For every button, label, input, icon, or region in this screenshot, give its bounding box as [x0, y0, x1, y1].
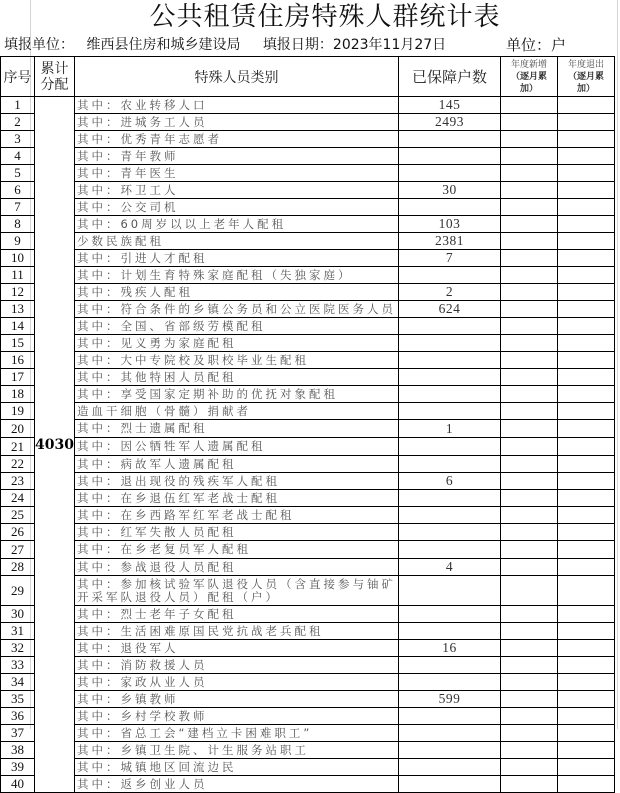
row-annual-new-cell[interactable]	[500, 403, 557, 420]
row-annual-exit-cell[interactable]	[557, 199, 614, 216]
row-seq-cell: 35	[1, 691, 35, 708]
row-category-cell: 其中：见义勇为家庭配租	[74, 335, 398, 352]
row-annual-new-cell[interactable]	[500, 284, 557, 301]
row-seq-cell: 21	[1, 438, 35, 456]
row-annual-new-cell[interactable]	[500, 524, 557, 541]
row-guaranteed-cell[interactable]	[398, 148, 500, 165]
table-row	[1, 420, 615, 438]
table-row	[1, 97, 615, 114]
row-annual-exit-cell[interactable]	[557, 473, 614, 490]
row-category-cell: 其中：计划生育特殊家庭配租（失独家庭）	[74, 267, 398, 284]
row-annual-exit-cell[interactable]	[557, 267, 614, 284]
row-seq-cell: 6	[1, 182, 35, 199]
row-annual-new-cell[interactable]	[500, 725, 557, 742]
header-category: 特殊人员类别	[74, 57, 398, 97]
row-seq-cell: 15	[1, 335, 35, 352]
row-annual-exit-cell[interactable]	[557, 541, 614, 559]
table-row	[1, 335, 615, 352]
row-category-cell: 其中：其他特困人员配租	[74, 369, 398, 386]
header-cumulative-line1: 累计	[40, 60, 69, 77]
row-category-cell: 其中：享受国家定期补助的优抚对象配租	[74, 386, 398, 403]
row-annual-exit-cell[interactable]	[557, 97, 614, 114]
table-row	[1, 559, 615, 576]
row-annual-exit-cell[interactable]	[557, 114, 614, 131]
table-row	[1, 725, 615, 742]
row-guaranteed-cell[interactable]	[398, 657, 500, 674]
row-category-cell: 其中：红军失散人员配租	[74, 524, 398, 541]
date-label: 填报日期：	[262, 37, 333, 53]
row-seq-cell: 26	[1, 524, 35, 541]
row-category-cell: 其中：退出现役的残疾军人配租	[74, 473, 398, 490]
row-annual-exit-cell[interactable]	[557, 369, 614, 386]
cumulative-total-cell: 4030	[35, 97, 75, 793]
row-seq-cell: 34	[1, 674, 35, 691]
row-seq-cell: 1	[1, 97, 35, 114]
row-guaranteed-cell[interactable]	[398, 403, 500, 420]
row-annual-new-cell[interactable]	[500, 759, 557, 776]
row-guaranteed-cell[interactable]: 4	[398, 559, 500, 576]
row-annual-exit-cell[interactable]	[557, 131, 614, 148]
table-row	[1, 524, 615, 541]
row-guaranteed-cell[interactable]: 599	[398, 691, 500, 708]
table-row	[1, 352, 615, 369]
row-seq-cell: 27	[1, 541, 35, 559]
row-annual-exit-cell[interactable]	[557, 606, 614, 623]
report-info	[4, 34, 446, 56]
row-seq-cell: 2	[1, 114, 35, 131]
table-row	[1, 742, 615, 759]
row-annual-new-cell[interactable]	[500, 623, 557, 640]
row-annual-new-cell[interactable]	[500, 335, 557, 352]
row-annual-exit-cell[interactable]	[557, 335, 614, 352]
table-row	[1, 708, 615, 725]
row-category-cell: 其中：优秀青年志愿者	[74, 131, 398, 148]
table-row	[1, 473, 615, 490]
row-guaranteed-cell[interactable]: 16	[398, 640, 500, 657]
row-seq-cell: 40	[1, 776, 35, 793]
row-category-cell: 其中：乡村学校教师	[74, 708, 398, 725]
row-annual-exit-cell[interactable]	[557, 165, 614, 182]
row-guaranteed-cell[interactable]: 1	[398, 420, 500, 438]
table-row	[1, 131, 615, 148]
row-annual-new-cell[interactable]	[500, 165, 557, 182]
row-guaranteed-cell[interactable]	[398, 490, 500, 507]
row-guaranteed-cell[interactable]	[398, 759, 500, 776]
row-guaranteed-cell[interactable]	[398, 318, 500, 335]
row-annual-exit-cell[interactable]	[557, 576, 614, 606]
row-annual-exit-cell[interactable]	[557, 657, 614, 674]
table-row	[1, 199, 615, 216]
row-seq-cell: 28	[1, 559, 35, 576]
row-guaranteed-cell[interactable]	[398, 507, 500, 524]
row-annual-exit-cell[interactable]	[557, 301, 614, 318]
table-row	[1, 250, 615, 267]
header-exit-line2: （逐月累	[567, 71, 604, 82]
row-annual-new-cell[interactable]	[500, 640, 557, 657]
row-guaranteed-cell[interactable]	[398, 131, 500, 148]
row-annual-exit-cell[interactable]	[557, 742, 614, 759]
row-guaranteed-cell[interactable]	[398, 165, 500, 182]
row-guaranteed-cell[interactable]: 2381	[398, 233, 500, 250]
row-annual-exit-cell[interactable]	[557, 507, 614, 524]
row-seq-cell: 32	[1, 640, 35, 657]
row-guaranteed-cell[interactable]	[398, 708, 500, 725]
row-annual-exit-cell[interactable]	[557, 623, 614, 640]
row-seq-cell: 4	[1, 148, 35, 165]
unit-label: 填报单位：	[4, 37, 74, 53]
row-annual-exit-cell[interactable]	[557, 386, 614, 403]
table-row	[1, 386, 615, 403]
row-annual-new-cell[interactable]	[500, 507, 557, 524]
row-category-cell: 其中：参战退役人员配租	[74, 559, 398, 576]
row-seq-cell: 20	[1, 420, 35, 438]
header-row	[1, 57, 615, 97]
row-annual-exit-cell[interactable]	[557, 725, 614, 742]
row-annual-new-cell[interactable]	[500, 318, 557, 335]
row-guaranteed-cell[interactable]	[398, 576, 500, 606]
row-annual-exit-cell[interactable]	[557, 691, 614, 708]
header-cumulative-line2: 分配	[40, 76, 69, 93]
row-annual-exit-cell[interactable]	[557, 759, 614, 776]
row-annual-exit-cell[interactable]	[557, 640, 614, 657]
row-annual-new-cell[interactable]	[500, 576, 557, 606]
row-guaranteed-cell[interactable]	[398, 742, 500, 759]
table-row	[1, 284, 615, 301]
row-category-cell: 其中：烈士遗属配租	[74, 420, 398, 438]
row-guaranteed-cell[interactable]: 2	[398, 284, 500, 301]
row-guaranteed-cell[interactable]	[398, 386, 500, 403]
row-annual-new-cell[interactable]	[500, 691, 557, 708]
row-annual-exit-cell[interactable]	[557, 776, 614, 793]
row-guaranteed-cell[interactable]	[398, 438, 500, 456]
header-exit-line3: 加）	[576, 83, 595, 94]
row-guaranteed-cell[interactable]: 624	[398, 301, 500, 318]
row-category-cell: 其中：青年医生	[74, 165, 398, 182]
table-row	[1, 148, 615, 165]
row-seq-cell: 39	[1, 759, 35, 776]
table-row	[1, 301, 615, 318]
row-annual-new-cell[interactable]	[500, 541, 557, 559]
row-category-cell: 其中：大中专院校及职校毕业生配租	[74, 352, 398, 369]
table-row	[1, 623, 615, 640]
row-guaranteed-cell[interactable]: 2493	[398, 114, 500, 131]
row-seq-cell: 38	[1, 742, 35, 759]
table-row	[1, 490, 615, 507]
row-category-cell: 其中：在乡西路军红军老战士配租	[74, 507, 398, 524]
table-row	[1, 438, 615, 456]
row-guaranteed-cell[interactable]: 145	[398, 97, 500, 114]
row-annual-new-cell[interactable]	[500, 352, 557, 369]
row-category-cell: 其中：家政从业人员	[74, 674, 398, 691]
row-guaranteed-cell[interactable]	[398, 335, 500, 352]
table-row	[1, 403, 615, 420]
unit-value: 维西县住房和城乡建设局	[86, 37, 241, 53]
table-row	[1, 507, 615, 524]
row-annual-exit-cell[interactable]	[557, 490, 614, 507]
row-category-cell: 其中：全国、省部级劳模配租	[74, 318, 398, 335]
row-annual-new-cell[interactable]	[500, 301, 557, 318]
row-seq-cell: 31	[1, 623, 35, 640]
row-annual-new-cell[interactable]	[500, 420, 557, 438]
row-annual-new-cell[interactable]	[500, 674, 557, 691]
row-category-cell: 其中：符合条件的乡镇公务员和公立医院医务人员	[74, 301, 398, 318]
row-guaranteed-cell[interactable]	[398, 725, 500, 742]
row-category-cell: 其中：生活困难原国民党抗战老兵配租	[74, 623, 398, 640]
row-seq-cell: 11	[1, 267, 35, 284]
header-cumulative	[35, 57, 75, 97]
row-annual-new-cell[interactable]	[500, 657, 557, 674]
row-annual-exit-cell[interactable]	[557, 438, 614, 456]
row-guaranteed-cell[interactable]	[398, 524, 500, 541]
row-seq-cell: 16	[1, 352, 35, 369]
row-seq-cell: 24	[1, 490, 35, 507]
row-annual-exit-cell[interactable]	[557, 250, 614, 267]
row-category-cell: 其中：返乡创业人员	[74, 776, 398, 793]
row-guaranteed-cell[interactable]: 103	[398, 216, 500, 233]
row-seq-cell: 3	[1, 131, 35, 148]
row-annual-new-cell[interactable]	[500, 250, 557, 267]
row-annual-new-cell[interactable]	[500, 131, 557, 148]
table-row	[1, 456, 615, 473]
table-row	[1, 541, 615, 559]
table-row	[1, 165, 615, 182]
row-annual-new-cell[interactable]	[500, 438, 557, 456]
header-annual-new	[500, 57, 557, 97]
measure-unit	[506, 34, 566, 56]
row-guaranteed-cell[interactable]	[398, 674, 500, 691]
row-annual-new-cell[interactable]	[500, 233, 557, 250]
row-category-cell: 其中：因公牺牲军人遗属配租	[74, 438, 398, 456]
row-annual-exit-cell[interactable]	[557, 524, 614, 541]
date-value: 2023年11月27日	[332, 37, 447, 53]
row-annual-new-cell[interactable]	[500, 490, 557, 507]
row-guaranteed-cell[interactable]	[398, 352, 500, 369]
table-row	[1, 216, 615, 233]
row-guaranteed-cell[interactable]	[398, 623, 500, 640]
row-category-cell: 其中：在乡退伍红军老战士配租	[74, 490, 398, 507]
header-annual-exit	[557, 57, 614, 97]
row-annual-exit-cell[interactable]	[557, 420, 614, 438]
table-row	[1, 606, 615, 623]
header-guaranteed: 已保障户数	[398, 57, 500, 97]
row-annual-exit-cell[interactable]	[557, 674, 614, 691]
row-guaranteed-cell[interactable]	[398, 776, 500, 793]
row-category-cell: 其中：烈士老年子女配租	[74, 606, 398, 623]
row-annual-new-cell[interactable]	[500, 216, 557, 233]
table-row	[1, 674, 615, 691]
table-row	[1, 267, 615, 284]
row-seq-cell: 23	[1, 473, 35, 490]
row-seq-cell: 37	[1, 725, 35, 742]
table-row	[1, 691, 615, 708]
row-seq-cell: 9	[1, 233, 35, 250]
table-row	[1, 776, 615, 793]
row-annual-exit-cell[interactable]	[557, 318, 614, 335]
row-category-cell: 其中：在乡老复员军人配租	[74, 541, 398, 559]
row-annual-exit-cell[interactable]	[557, 284, 614, 301]
row-category-cell: 其中：省总工会“建档立卡困难职工”	[74, 725, 398, 742]
row-seq-cell: 14	[1, 318, 35, 335]
row-category-cell: 其中：乡镇教师	[74, 691, 398, 708]
row-annual-new-cell[interactable]	[500, 199, 557, 216]
row-seq-cell: 18	[1, 386, 35, 403]
row-annual-new-cell[interactable]	[500, 386, 557, 403]
row-annual-exit-cell[interactable]	[557, 708, 614, 725]
row-seq-cell: 29	[1, 576, 35, 606]
row-annual-exit-cell[interactable]	[557, 456, 614, 473]
table-body	[1, 97, 615, 793]
row-category-cell: 其中：进城务工人员	[74, 114, 398, 131]
row-guaranteed-cell[interactable]: 7	[398, 250, 500, 267]
row-category-cell: 其中：60周岁以以上老年人配租	[74, 216, 398, 233]
row-seq-cell: 17	[1, 369, 35, 386]
row-seq-cell: 10	[1, 250, 35, 267]
header-exit-line1: 年度退出	[567, 59, 604, 70]
row-category-cell: 其中：农业转移人口	[74, 97, 398, 114]
row-seq-cell: 19	[1, 403, 35, 420]
row-annual-exit-cell[interactable]	[557, 352, 614, 369]
row-seq-cell: 22	[1, 456, 35, 473]
row-annual-new-cell[interactable]	[500, 606, 557, 623]
row-seq-cell: 5	[1, 165, 35, 182]
row-guaranteed-cell[interactable]	[398, 267, 500, 284]
table-row	[1, 759, 615, 776]
row-seq-cell: 13	[1, 301, 35, 318]
measure-value: 户	[551, 36, 567, 54]
statistics-table	[0, 56, 615, 793]
row-annual-exit-cell[interactable]	[557, 182, 614, 199]
row-guaranteed-cell[interactable]	[398, 369, 500, 386]
row-annual-new-cell[interactable]	[500, 776, 557, 793]
row-annual-exit-cell[interactable]	[557, 403, 614, 420]
row-seq-cell: 36	[1, 708, 35, 725]
row-category-cell: 其中：退役军人	[74, 640, 398, 657]
row-category-cell: 其中：城镇地区回流边民	[74, 759, 398, 776]
row-annual-new-cell[interactable]	[500, 97, 557, 114]
header-seq: 序号	[1, 57, 35, 97]
row-guaranteed-cell[interactable]	[398, 606, 500, 623]
measure-label: 单位：	[506, 36, 552, 54]
row-annual-new-cell[interactable]	[500, 182, 557, 199]
row-category-cell: 其中：消防救援人员	[74, 657, 398, 674]
row-guaranteed-cell[interactable]: 6	[398, 473, 500, 490]
row-annual-new-cell[interactable]	[500, 742, 557, 759]
table-row	[1, 640, 615, 657]
row-category-cell: 其中：公交司机	[74, 199, 398, 216]
header-new-line2: （逐月累	[510, 71, 547, 82]
row-category-cell: 其中：环卫工人	[74, 182, 398, 199]
row-category-cell: 其中：参加核试验军队退役人员（含直接参与铀矿开采军队退役人员）配租（户）	[74, 576, 398, 606]
table-row	[1, 182, 615, 199]
row-annual-new-cell[interactable]	[500, 456, 557, 473]
row-category-cell: 少数民族配租	[74, 233, 398, 250]
table-row	[1, 657, 615, 674]
header-new-line1: 年度新增	[510, 59, 547, 70]
table-row	[1, 369, 615, 386]
row-seq-cell: 8	[1, 216, 35, 233]
row-seq-cell: 33	[1, 657, 35, 674]
row-annual-new-cell[interactable]	[500, 267, 557, 284]
row-annual-new-cell[interactable]	[500, 148, 557, 165]
row-category-cell: 其中：引进人才配租	[74, 250, 398, 267]
table-row	[1, 114, 615, 131]
row-annual-new-cell[interactable]	[500, 369, 557, 386]
row-annual-exit-cell[interactable]	[557, 148, 614, 165]
row-annual-new-cell[interactable]	[500, 114, 557, 131]
row-annual-exit-cell[interactable]	[557, 559, 614, 576]
row-guaranteed-cell[interactable]	[398, 199, 500, 216]
row-seq-cell: 12	[1, 284, 35, 301]
row-annual-exit-cell[interactable]	[557, 216, 614, 233]
row-guaranteed-cell[interactable]: 30	[398, 182, 500, 199]
row-category-cell: 其中：乡镇卫生院、计生服务站职工	[74, 742, 398, 759]
table-row	[1, 576, 615, 606]
row-annual-exit-cell[interactable]	[557, 233, 614, 250]
sheet-gridline	[617, 0, 618, 729]
row-category-cell: 其中：青年教师	[74, 148, 398, 165]
row-category-cell: 造血干细胞（骨髓）捐献者	[74, 403, 398, 420]
row-guaranteed-cell[interactable]	[398, 541, 500, 559]
row-category-cell: 其中：病故军人遗属配租	[74, 456, 398, 473]
row-seq-cell: 7	[1, 199, 35, 216]
row-seq-cell: 25	[1, 507, 35, 524]
page-title: 公共租赁住房特殊人群统计表	[149, 2, 501, 32]
row-annual-new-cell[interactable]	[500, 559, 557, 576]
row-category-cell: 其中：残疾人配租	[74, 284, 398, 301]
table-row	[1, 233, 615, 250]
row-annual-new-cell[interactable]	[500, 473, 557, 490]
row-annual-new-cell[interactable]	[500, 708, 557, 725]
row-guaranteed-cell[interactable]	[398, 456, 500, 473]
row-seq-cell: 30	[1, 606, 35, 623]
table-row	[1, 318, 615, 335]
header-new-line3: 加）	[519, 83, 538, 94]
